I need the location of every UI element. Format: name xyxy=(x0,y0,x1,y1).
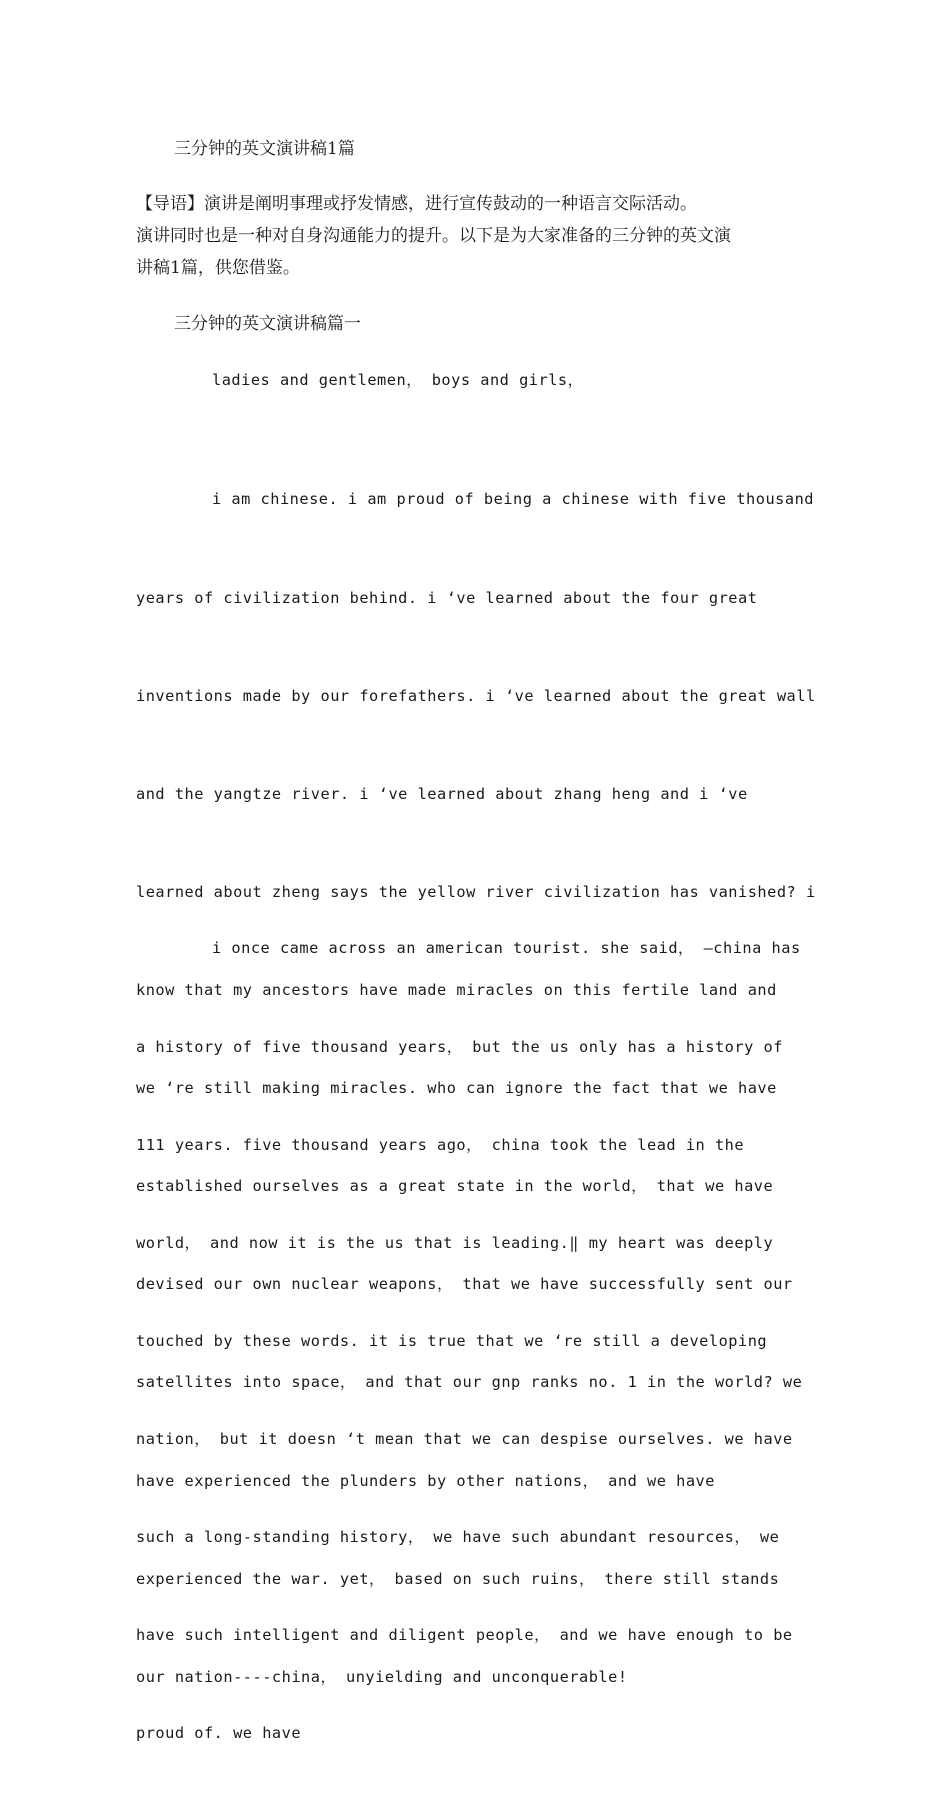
paragraph-line: devised our own nuclear weapons， that we have successfully sent our xyxy=(136,1275,793,1294)
salutation: ladies and gentlemen， boys and girls， xyxy=(212,371,584,389)
paragraph-line: our nation----china， unyielding and unconquerable! xyxy=(136,1667,628,1686)
paragraph-line: touched by these words. it is true that we ‘re still a developing xyxy=(136,1331,768,1350)
paragraph-line: 111 years. five thousand years ago， china took the lead in the xyxy=(136,1135,745,1154)
paragraph-line: satellites into space， and that our gnp ranks no. 1 in the world? we xyxy=(136,1373,803,1392)
paragraph-2 xyxy=(136,867,816,1815)
paragraph-line: established ourselves as a great state in the world， that we have xyxy=(136,1177,774,1196)
paragraph-line: learned about zheng says the yellow river civilization has vanished? i xyxy=(136,882,816,901)
paragraph-line: proud of. we have xyxy=(136,1724,302,1743)
paragraph-line: have experienced the plunders by other nations， and we have xyxy=(136,1471,715,1490)
paragraph-line: i am chinese. i am proud of being a chinese with five thousand xyxy=(212,490,814,509)
paragraph-line: inventions made by our forefathers. i ‘ve learned about the great wall xyxy=(136,686,816,705)
document-title: 三分钟的英文演讲稿1篇 xyxy=(174,139,355,159)
paragraph-line: years of civilization behind. i ‘ve learned about the four great xyxy=(136,588,758,607)
intro-line: 【导语】演讲是阐明事理或抒发情感，进行宣传鼓动的一种语言交际活动。 xyxy=(136,194,697,214)
paragraph-line: we ‘re still making miracles. who can ignore the fact that we have xyxy=(136,1079,777,1098)
paragraph-line: i once came across an american tourist. she said， ―china has xyxy=(212,939,801,958)
paragraph-line: know that my ancestors have made miracles on this fertile land and xyxy=(136,980,777,999)
paragraph-line: experienced the war. yet， based on such ruins， there still stands xyxy=(136,1569,780,1588)
intro-paragraph xyxy=(136,188,816,284)
paragraph-line: nation， but it doesn ‘t mean that we can despise ourselves. we have xyxy=(136,1429,793,1448)
paragraph-line: such a long-standing history， we have such abundant resources， we xyxy=(136,1528,780,1547)
paragraph-line: a history of five thousand years， but the us only has a history of xyxy=(136,1037,783,1056)
section-heading: 三分钟的英文演讲稿篇一 xyxy=(174,314,361,334)
paragraph-line: and the yangtze river. i ‘ve learned about zhang heng and i ‘ve xyxy=(136,784,748,803)
paragraph-line: have such intelligent and diligent people， and we have enough to be xyxy=(136,1626,793,1645)
paragraph-line: world， and now it is the us that is leading.‖ my heart was deeply xyxy=(136,1233,774,1252)
intro-line: 讲稿1篇，供您借鉴。 xyxy=(136,258,300,278)
intro-line: 演讲同时也是一种对自身沟通能力的提升。以下是为大家准备的三分钟的英文演 xyxy=(136,226,731,246)
